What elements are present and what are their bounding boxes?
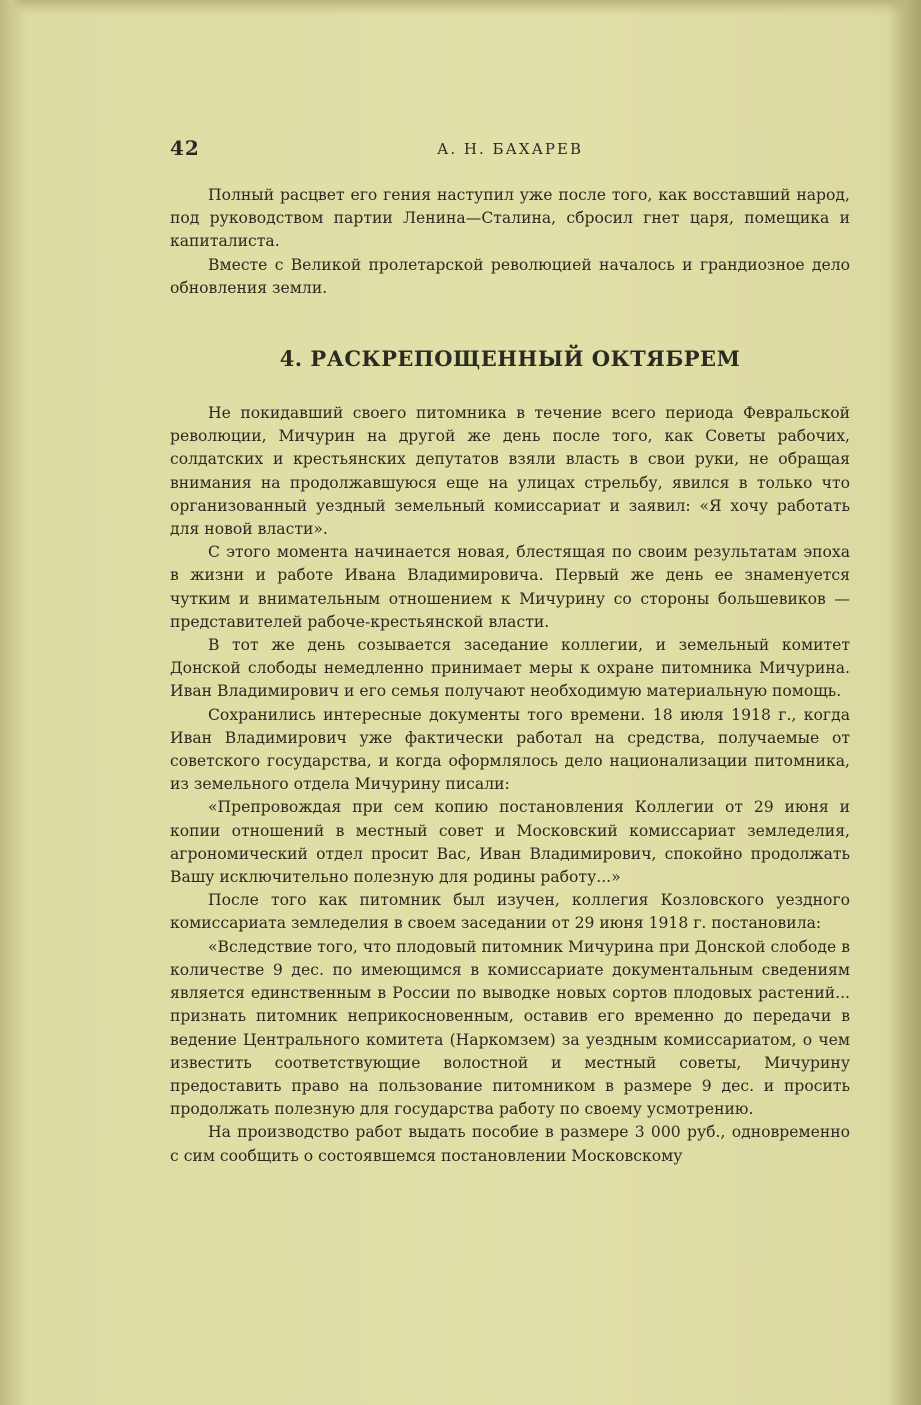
paragraph: В тот же день созывается заседание коллегии, и земельный комитет Донской слободы немедленно принимает меры к охране питомника Мичурина. Иван Владимирович и его семья получают необходимую материальную помощь. bbox=[170, 636, 850, 701]
paragraph: Сохранились интересные документы того времени. 18 июля 1918 г., когда Иван Владимирович уже фактически работал на средства, получаемые от советского государства, и когда оформлялось дело национализации питомника, из земельного отдела Мичурину писали: bbox=[170, 705, 850, 794]
page-left-edge bbox=[0, 0, 22, 1405]
page-header bbox=[170, 130, 850, 160]
page-right-edge bbox=[887, 0, 921, 1405]
page-top-edge bbox=[0, 0, 921, 16]
quoted-paragraph: «Вследствие того, что плодовый питомник Мичурина при Донской слободе в количестве 9 дес. по имеющимся в комиссариате документальным сведениям является единственным в России по выводке новых сортов плодовых растений... признать питомник неприкосновенным, оставив его временно до передачи в ведение Центрального комитета (Наркомзем) за уездным комиссариатом, о чем известить соответствующие волостной и местный советы, Мичурину предоставить право на пользование питомником в размере 9 дес. и просить продолжать полезную для государства работу по своему усмотрению. bbox=[170, 937, 850, 1119]
paragraph: Полный расцвет его гения наступил уже после того, как восставший народ, под руководством партии Ленина—Сталина, сбросил гнет царя, помещика и капиталиста. bbox=[170, 186, 850, 251]
running-head: А. Н. БАХАРЕВ bbox=[437, 140, 583, 158]
paragraph: Не покидавший своего питомника в течение всего периода Февральской революции, Мичурин на другой же день после того, как Советы рабочих, солдатских и крестьянских депутатов взяли власть в свои руки, не обращая внимания на продолжавшуюся еще на улицах стрельбу, явился в только что организованный уездный земельный комиссариат и заявил: «Я хочу работать для новой власти». bbox=[170, 404, 850, 539]
paragraph: Вместе с Великой пролетарской революцией началось и грандиозное дело обновления земли. bbox=[170, 255, 850, 297]
quoted-paragraph: «Препровождая при сем копию постановления Коллегии от 29 июня и копии отношений в местный совет и Московский комиссариат земледелия, агрономический отдел просит Вас, Иван Владимирович, спокойно продолжать Вашу исключительно полезную для родины работу...» bbox=[170, 798, 850, 887]
body-text bbox=[170, 402, 850, 1168]
page-content bbox=[170, 130, 850, 1168]
paragraph: С этого момента начинается новая, блестящая по своим результатам эпоха в жизни и работе Ивана Владимировича. Первый же день ее знаменуется чутким и внимательным отношением к Мичурину со стороны большевиков — представителей рабоче-крестьянской власти. bbox=[170, 543, 850, 631]
paragraph: На производство работ выдать пособие в размере 3 000 руб., одновременно с сим сообщить о состоявшемся постановлении Московскому bbox=[170, 1123, 850, 1165]
section-title: 4. РАСКРЕПОЩЕННЫЙ ОКТЯБРЕМ bbox=[279, 346, 741, 372]
page-number: 42 bbox=[170, 136, 200, 160]
paragraph: После того как питомник был изучен, коллегия Козловского уездного комиссариата земледелия в своем заседании от 29 июня 1918 г. постановила: bbox=[170, 891, 850, 933]
intro-text bbox=[170, 184, 850, 300]
